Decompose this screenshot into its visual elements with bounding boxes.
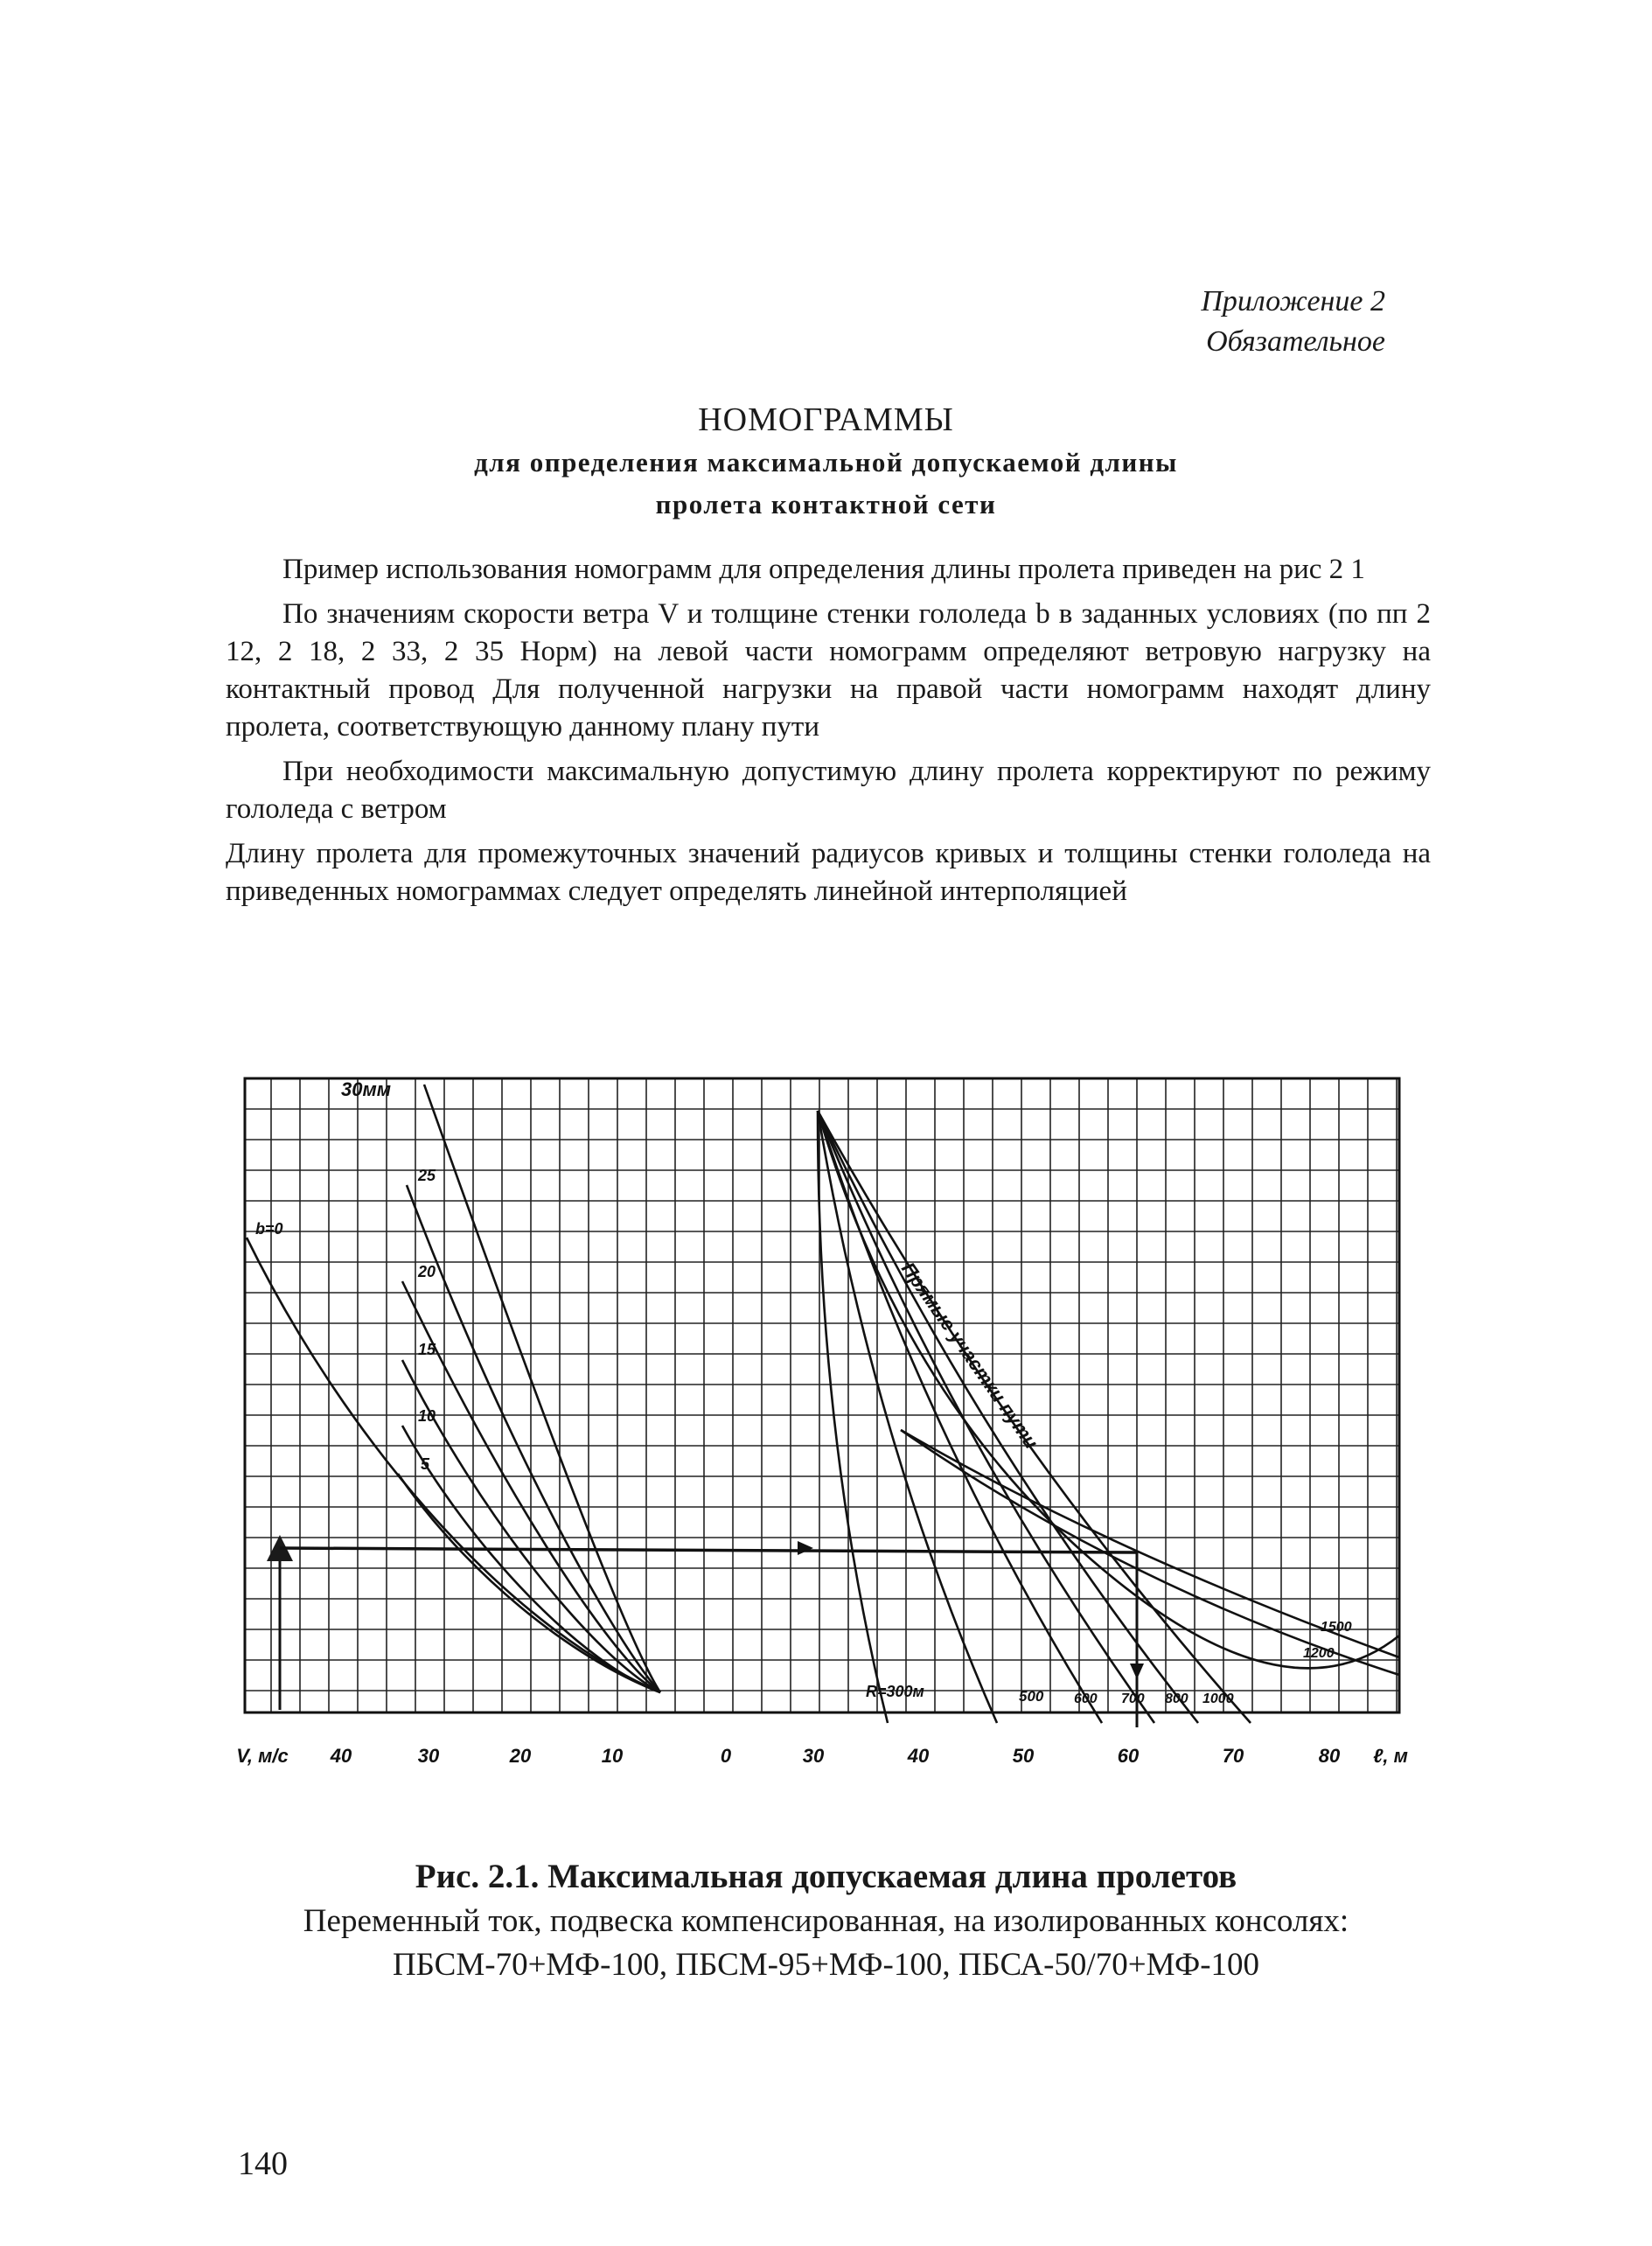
tick-label-v: 10 [601, 1745, 624, 1767]
curve-label-1500: 1500 [1321, 1620, 1352, 1635]
curve-label-r300: R=300м [866, 1683, 924, 1700]
curve-label-500: 500 [1019, 1688, 1044, 1705]
curve-label-1200: 1200 [1303, 1646, 1335, 1661]
curve-label-1000: 1000 [1202, 1691, 1234, 1706]
tick-label-l: 50 [1012, 1745, 1035, 1767]
paragraph-example: Пример использования номограмм для определения длины пролета приведен на рис 2 1 [282, 554, 1365, 585]
curve-label-15: 15 [418, 1341, 436, 1358]
paragraph-interpolation: Длину пролета для промежуточных значений радиусов кривых и толщины стенки гололеда на приведенных номограммах следует определять линейной интерполяцией [226, 838, 1431, 907]
example-arrowhead [798, 1541, 813, 1555]
curve-label-600: 600 [1074, 1691, 1098, 1706]
figure-caption [0, 1854, 1652, 1987]
tick-label-l: 70 [1222, 1745, 1244, 1767]
curve-label-25: 25 [418, 1167, 436, 1184]
appendix-header [1201, 282, 1385, 362]
example-down-arrowhead [1130, 1664, 1144, 1679]
example-path [280, 1541, 1144, 1727]
paragraph-method: По значениям скорости ветра V и толщине стенки гололеда b в заданных условиях (по пп 2 12, 2 18, 2 33, 2 35 Норм) на левой части номограмм определяют ветровую нагрузку на контактный провод Для полученной нагрузки на правой части номограмм находят длину пролета, соответствующую данному плану пути [226, 598, 1431, 743]
document-title [0, 398, 1652, 526]
title-line-1: НОМОГРАММЫ [698, 401, 954, 438]
title-line-2: для определения максимальной допускаемой длины [474, 447, 1178, 478]
caption-line-3: ПБСМ-70+МФ-100, ПБСМ-95+МФ-100, ПБСА-50/70+МФ-100 [392, 1947, 1260, 1983]
axis-label-l: ℓ, м [1373, 1745, 1408, 1767]
curve-label-20: 20 [418, 1263, 436, 1280]
tick-label-v: 0 [720, 1745, 732, 1767]
straight-track-label: Прямые участки пути [896, 1258, 1043, 1454]
tick-label-l: 80 [1318, 1745, 1341, 1767]
curve-label-b0: b=0 [255, 1220, 283, 1238]
curve-label-700: 700 [1121, 1691, 1145, 1706]
tick-label-l: 60 [1117, 1745, 1140, 1767]
paragraph-correction: При необходимости максимальную допустимую длину пролета корректируют по режиму гололеда с ветром [226, 756, 1431, 825]
tick-label-v: 20 [509, 1745, 532, 1767]
caption-title: Рис. 2.1. Максимальная допускаемая длина пролетов [415, 1858, 1237, 1895]
ice-thickness-curve [424, 1085, 660, 1692]
page-number: 140 [238, 2145, 288, 2182]
ice-thickness-curves [247, 1085, 660, 1692]
tick-label-l: 30 [802, 1745, 825, 1767]
curve-label-800: 800 [1165, 1691, 1188, 1706]
curve-radius-line [818, 1111, 997, 1723]
axis-label-v: V, м/с [236, 1745, 289, 1767]
tick-label-v: 30 [417, 1745, 440, 1767]
tick-label-v: 40 [330, 1745, 352, 1767]
nomogram-chart [236, 1063, 1425, 1780]
axis-tick-labels [236, 1745, 1408, 1767]
appendix-label: Приложение 2 [1201, 285, 1385, 317]
curve-label-30mm: 30мм [341, 1078, 392, 1100]
caption-line-2: Переменный ток, подвеска компенсированная, на изолированных консолях: [303, 1903, 1349, 1939]
curve-label-10: 10 [418, 1407, 436, 1425]
body-text [226, 551, 1431, 917]
tick-label-l: 40 [907, 1745, 930, 1767]
example-horizontal-line [280, 1548, 1137, 1552]
curve-radius-line [818, 1111, 1251, 1723]
title-line-3: пролета контактной сети [655, 489, 997, 520]
curve-label-5: 5 [421, 1455, 430, 1473]
appendix-status: Обязательное [1206, 325, 1385, 358]
